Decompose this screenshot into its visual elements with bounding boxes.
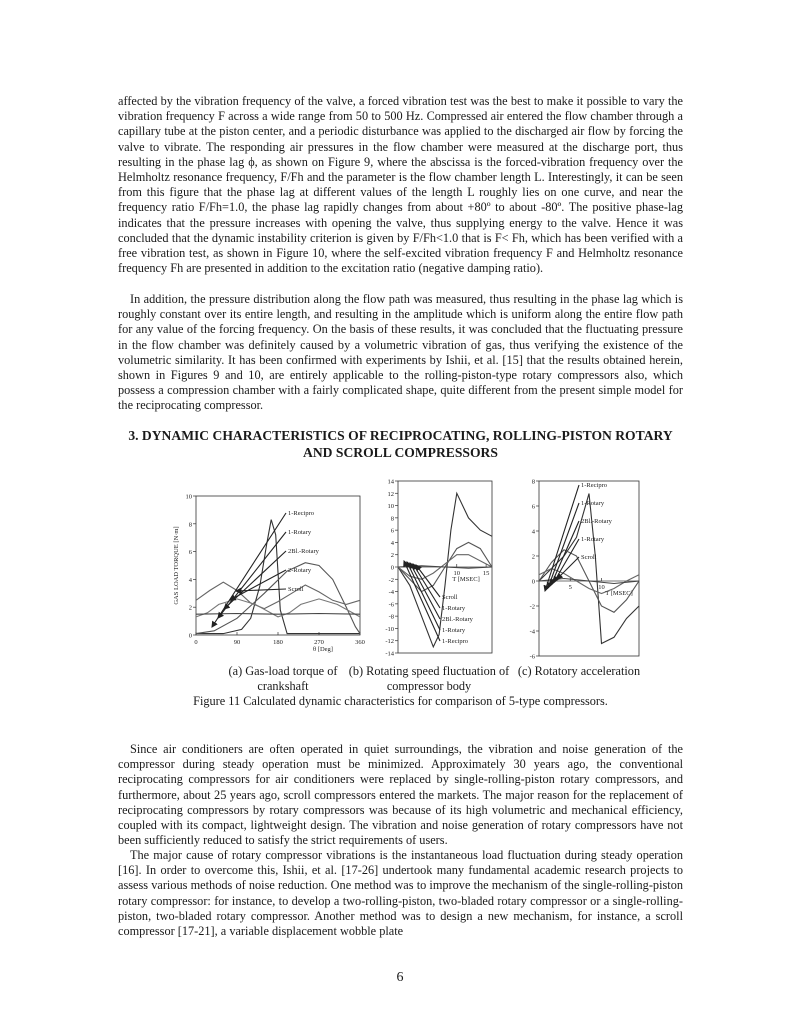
legend-label: 1-Rotary	[581, 500, 605, 507]
subcaption-c: (c) Rotatory acceleration	[517, 664, 641, 678]
plot-frame	[539, 481, 639, 656]
y-tick-label: 2	[390, 552, 394, 560]
y-tick-label: 6	[390, 527, 394, 535]
x-tick-label: 0	[194, 639, 198, 646]
y-tick-label: 4	[390, 539, 394, 547]
legend-label: 2Bl.-Rotary	[442, 616, 473, 623]
y-tick-label: -2	[529, 603, 535, 611]
legend-leader-arrow	[212, 513, 286, 627]
y-tick-label: -4	[388, 589, 394, 597]
y-tick-label: 0	[531, 578, 535, 586]
subcaption-b: (b) Rotating speed fluctuation of compressor body	[348, 664, 510, 693]
y-tick-label: -10	[385, 625, 394, 633]
y-tick-label: 8	[188, 521, 192, 529]
y-tick-label: 2	[188, 604, 192, 612]
page-number: 6	[396, 970, 404, 985]
chart-rotating-speed	[370, 473, 520, 665]
x-tick-label: 270	[314, 639, 324, 646]
x-tick-label: 360	[355, 639, 365, 646]
legend-label: Scroll	[442, 594, 458, 601]
x-axis-label: T [MSEC]	[452, 576, 480, 583]
legend-leader-arrow	[230, 570, 286, 600]
body-paragraph-2: In addition, the pressure distribution along the flow path was measured, thus resulting in the phase lag which is roughly constant over its entire length, and resulting in the amplitude which is uniform along the entire flow path for any value of the forcing frequency. On the basis of these results, it was concluded that the fluctuating pressure in the flow chamber was definitely caused by a volumetric vibration of gas, thus verifying the existence of the volumetric similarity. It has been confirmed with experiments by Ishii, et al. [15] that the results obtained herein, shown in Figures 9 and 10, are entirely applicable to the rolling-piston-type rotary compressors also, which possess a compression chamber with a fairly complicated shape, quite different from the present simple model for the reciprocating compressor.	[118, 292, 683, 413]
legend-label: 1-Rotary	[288, 529, 312, 536]
legend-label: 1-Recipro	[442, 638, 468, 645]
y-axis-label: GAS LOAD TORQUE [N·m]	[173, 526, 180, 605]
legend-label: 1-Recipro	[288, 510, 314, 517]
body-paragraph-4: The major cause of rotary compressor vibrations is the instantaneous load fluctuation during steady operation [16]. In order to overcome this, Ishii, et al. [17-26] undertook many fundamental academic research projects to assess various methods of noise reduction. One method was to improve the mechanism of the single-rolling-piston rotary compressor: for instance, to develop a two-rolling-piston, two-bladed rotary compressor or a single-rolling-piston, two-bladed rotary compressor. Another method was to design a new mechanism, for instance, a scroll compressor [17-21], a variable displacement wobble plate	[118, 848, 683, 939]
x-axis-label: T [MSEC]	[605, 590, 633, 597]
y-tick-label: 0	[390, 564, 394, 572]
y-tick-label: 0	[188, 632, 192, 640]
series-line-1-recipro	[398, 493, 492, 647]
y-tick-label: 8	[531, 478, 535, 486]
y-tick-label: -4	[529, 628, 535, 636]
y-tick-label: -12	[385, 638, 394, 646]
figure-caption: Figure 11 Calculated dynamic characteristics for comparison of 5-type compressors.	[193, 694, 608, 708]
legend-leader-arrow	[236, 589, 286, 591]
x-axis-label: θ [Deg]	[313, 646, 333, 653]
y-tick-label: 4	[188, 576, 192, 584]
body-paragraph-3: Since air conditioners are often operated in quiet surroundings, the vibration and noise generation of the compressor during steady operation must be minimized. Approximately 30 years ago, the conventional reciprocating compressors for air conditioners were replaced by single-rolling-piston rotary compressors, and furthermore, about 25 years ago, scroll compressors entered the markets. The major reason for the replacement of reciprocating compressors by rotary compressors was because of its high volumetric and mechanical efficiency, coupled with its compact, lightweight design. The vibration and noise generation of rotary compressors have not been sufficiently reduced to satisfy the strict requirements of users.	[118, 742, 683, 848]
legend-leader-arrow	[548, 503, 579, 588]
x-tick-label: 180	[273, 639, 283, 646]
y-tick-label: 10	[185, 493, 192, 501]
x-tick-label: 5	[568, 584, 572, 591]
legend-label: 1-Rotary	[581, 536, 605, 543]
y-tick-label: 12	[387, 490, 394, 498]
legend-label: 2Bl.-Rotary	[581, 518, 612, 525]
y-tick-label: -2	[388, 576, 394, 584]
legend-label: 2Bl.-Rotary	[288, 548, 319, 555]
x-tick-label: 15	[482, 570, 490, 577]
x-tick-label: 10	[453, 570, 460, 577]
subcaption-a: (a) Gas-load torque of crankshaft	[228, 664, 338, 693]
y-tick-label: -8	[388, 613, 394, 621]
y-tick-label: 10	[387, 503, 394, 511]
y-tick-label: -14	[385, 650, 394, 658]
legend-leader-arrow	[224, 551, 286, 609]
chart-gas-load-torque	[168, 485, 373, 665]
y-tick-label: 6	[188, 549, 192, 557]
legend-label: Scroll	[288, 586, 304, 593]
y-tick-label: 14	[387, 478, 394, 486]
y-tick-label: 2	[531, 553, 535, 561]
y-tick-label: 8	[390, 515, 394, 523]
y-tick-label: 6	[531, 503, 535, 511]
y-tick-label: -6	[529, 653, 535, 661]
x-tick-label: 10	[598, 584, 605, 591]
legend-leader-arrow	[545, 485, 579, 591]
series-line-1-recipro	[539, 494, 639, 644]
legend-label: 1-Rotary	[442, 605, 466, 612]
legend-label: 2-Rotary	[288, 567, 312, 574]
legend-leader-arrow	[551, 521, 579, 585]
y-tick-label: -6	[388, 601, 394, 609]
section-heading: 3. DYNAMIC CHARACTERISTICS OF RECIPROCATING, ROLLING-PISTON ROTARY AND SCROLL COMPRESSORS	[128, 428, 673, 460]
legend-label: 1-Rotary	[442, 627, 466, 634]
chart-rotatory-acceleration	[515, 473, 665, 665]
body-paragraph-1: affected by the vibration frequency of the valve, a forced vibration test was the best to make it possible to vary the vibration frequency F across a wide range from 50 to 500 Hz. Compressed air entered the flow chamber through a capillary tube at the piston center, and a periodic disturbance was applied to the discharged air flow by forcing the valve to vibrate. The responding air pressures in the flow chamber were measured at the discharge port, thus resulting in the phase lag ϕ, as shown on Figure 9, where the abscissa is the forced-vibration frequency over the Helmholtz resonance frequency, F/Fh and the parameter is the flow chamber length L. Interestingly, it can be seen from this figure that the phase lag at different values of the length L roughly lies on one curve, and near the frequency ratio F/Fh=1.0, the phase lag rapidly changes from about +80º to about -80º. The positive phase-lag indicates that the pressure increases with opening the valve, thus supplying energy to the valve. Hence it was concluded that the dynamic instability criterion is given by F/Fh<1.0 that is F< Fh, which has been verified with a free vibration test, as shown in Figure 10, where the self-excited vibration frequency F and Helmholtz resonance frequency Fh are presented in addition to the excitation ratio (negative damping ratio).	[118, 94, 683, 276]
legend-label: 1-Recipro	[581, 482, 607, 489]
legend-label: Scroll	[581, 554, 597, 561]
y-tick-label: 4	[531, 528, 535, 536]
x-tick-label: 90	[233, 639, 241, 646]
